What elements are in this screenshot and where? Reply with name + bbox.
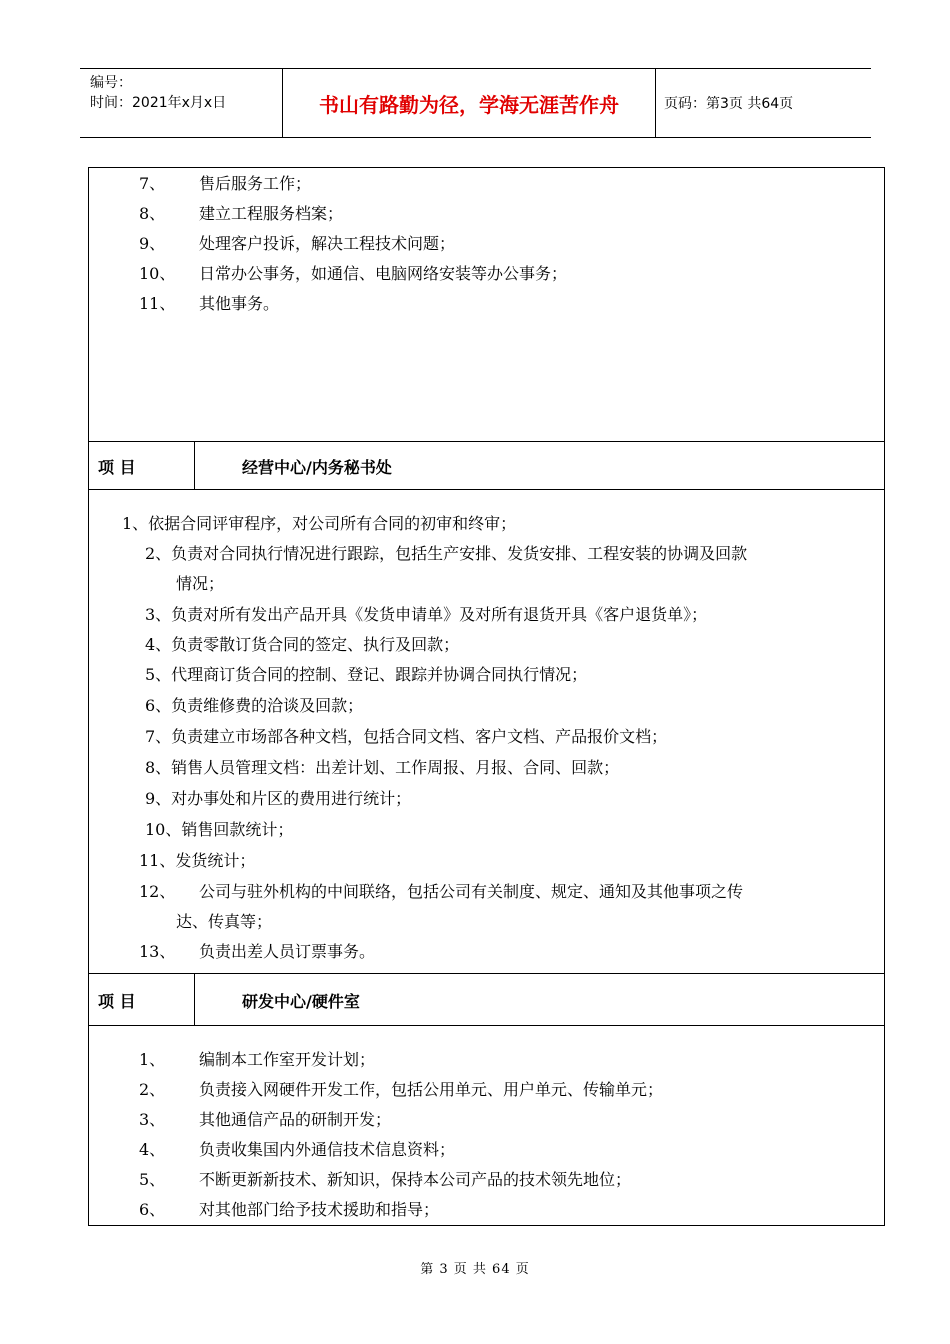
list-item: 10、销售回款统计； — [145, 820, 294, 839]
section-title: 研发中心/硬件室 — [242, 992, 360, 1011]
list-item: 售后服务工作； — [199, 174, 312, 193]
list-item: 7、负责建立市场部各种文档，包括合同文档、客户文档、产品报价文档； — [145, 727, 668, 746]
list-item: 1、依据合同评审程序，对公司所有合同的初审和终审； — [122, 514, 517, 533]
duties-table — [88, 167, 885, 1226]
section-title: 经营中心/内务秘书处 — [242, 458, 392, 477]
list-item: 负责接入网硬件开发工作，包括公用单元、用户单元、传输单元； — [199, 1080, 664, 1099]
item-number: 7、 — [139, 174, 166, 193]
list-item: 不断更新新技术、新知识，保持本公司产品的技术领先地位； — [199, 1170, 632, 1189]
item-number: 5、 — [139, 1170, 166, 1189]
col-divider — [194, 441, 195, 489]
page-footer: 第 3 页 共 64 页 — [420, 1262, 530, 1277]
list-item: 4、负责零散订货合同的签定、执行及回款； — [145, 635, 460, 654]
list-item: 对其他部门给予技术援助和指导； — [199, 1200, 440, 1219]
section-label: 项 目 — [98, 458, 136, 477]
item-number: 6、 — [139, 1200, 166, 1219]
item-number: 4、 — [139, 1140, 166, 1159]
item-number: 11、 — [139, 294, 176, 313]
list-item: 其他事务。 — [199, 294, 280, 313]
item-number: 9、 — [139, 234, 166, 253]
list-item: 11、发货统计； — [139, 851, 256, 870]
item-number: 10、 — [139, 264, 176, 283]
page-header — [80, 68, 871, 138]
item-number: 12、 — [139, 882, 176, 901]
list-item: 负责出差人员订票事务。 — [199, 942, 376, 961]
list-item: 公司与驻外机构的中间联络，包括公司有关制度、规定、通知及其他事项之传 — [199, 882, 744, 901]
list-item: 负责收集国内外通信技术信息资料； — [199, 1140, 456, 1159]
list-item: 其他通信产品的研制开发； — [199, 1110, 392, 1129]
list-item: 编制本工作室开发计划； — [199, 1050, 376, 1069]
list-item: 3、负责对所有发出产品开具《发货申请单》及对所有退货开具《客户退货单》； — [145, 605, 708, 624]
list-item-continuation: 达、传真等； — [176, 912, 273, 931]
list-item: 2、负责对合同执行情况进行跟踪，包括生产安排、发货安排、工程安装的协调及回款 — [145, 544, 748, 563]
section-label: 项 目 — [98, 992, 136, 1011]
list-item: 8、销售人员管理文档：出差计划、工作周报、月报、合同、回款； — [145, 758, 620, 777]
row-divider — [89, 441, 884, 442]
item-number: 3、 — [139, 1110, 166, 1129]
header-page-info: 页码：第3页 共64页 — [664, 96, 794, 112]
header-meta — [80, 69, 283, 137]
list-item: 6、负责维修费的洽谈及回款； — [145, 696, 364, 715]
row-divider — [89, 973, 884, 974]
list-item: 建立工程服务档案； — [199, 204, 344, 223]
row-divider — [89, 489, 884, 490]
item-number: 1、 — [139, 1050, 166, 1069]
number-label: 编号： — [90, 75, 132, 91]
list-item-continuation: 情况； — [176, 574, 225, 593]
list-item: 处理客户投诉，解决工程技术问题； — [199, 234, 456, 253]
item-number: 8、 — [139, 204, 166, 223]
date-line: 时间：2021年x月x日 — [90, 95, 227, 111]
list-item: 9、对办事处和片区的费用进行统计； — [145, 789, 412, 808]
list-item: 日常办公事务，如通信、电脑网络安装等办公事务； — [199, 264, 568, 283]
list-item: 5、代理商订货合同的控制、登记、跟踪并协调合同执行情况； — [145, 665, 588, 684]
item-number: 2、 — [139, 1080, 166, 1099]
item-number: 13、 — [139, 942, 176, 961]
col-divider — [194, 973, 195, 1025]
row-divider — [89, 1025, 884, 1026]
header-motto: 书山有路勤为径，学海无涯苦作舟 — [283, 69, 656, 137]
